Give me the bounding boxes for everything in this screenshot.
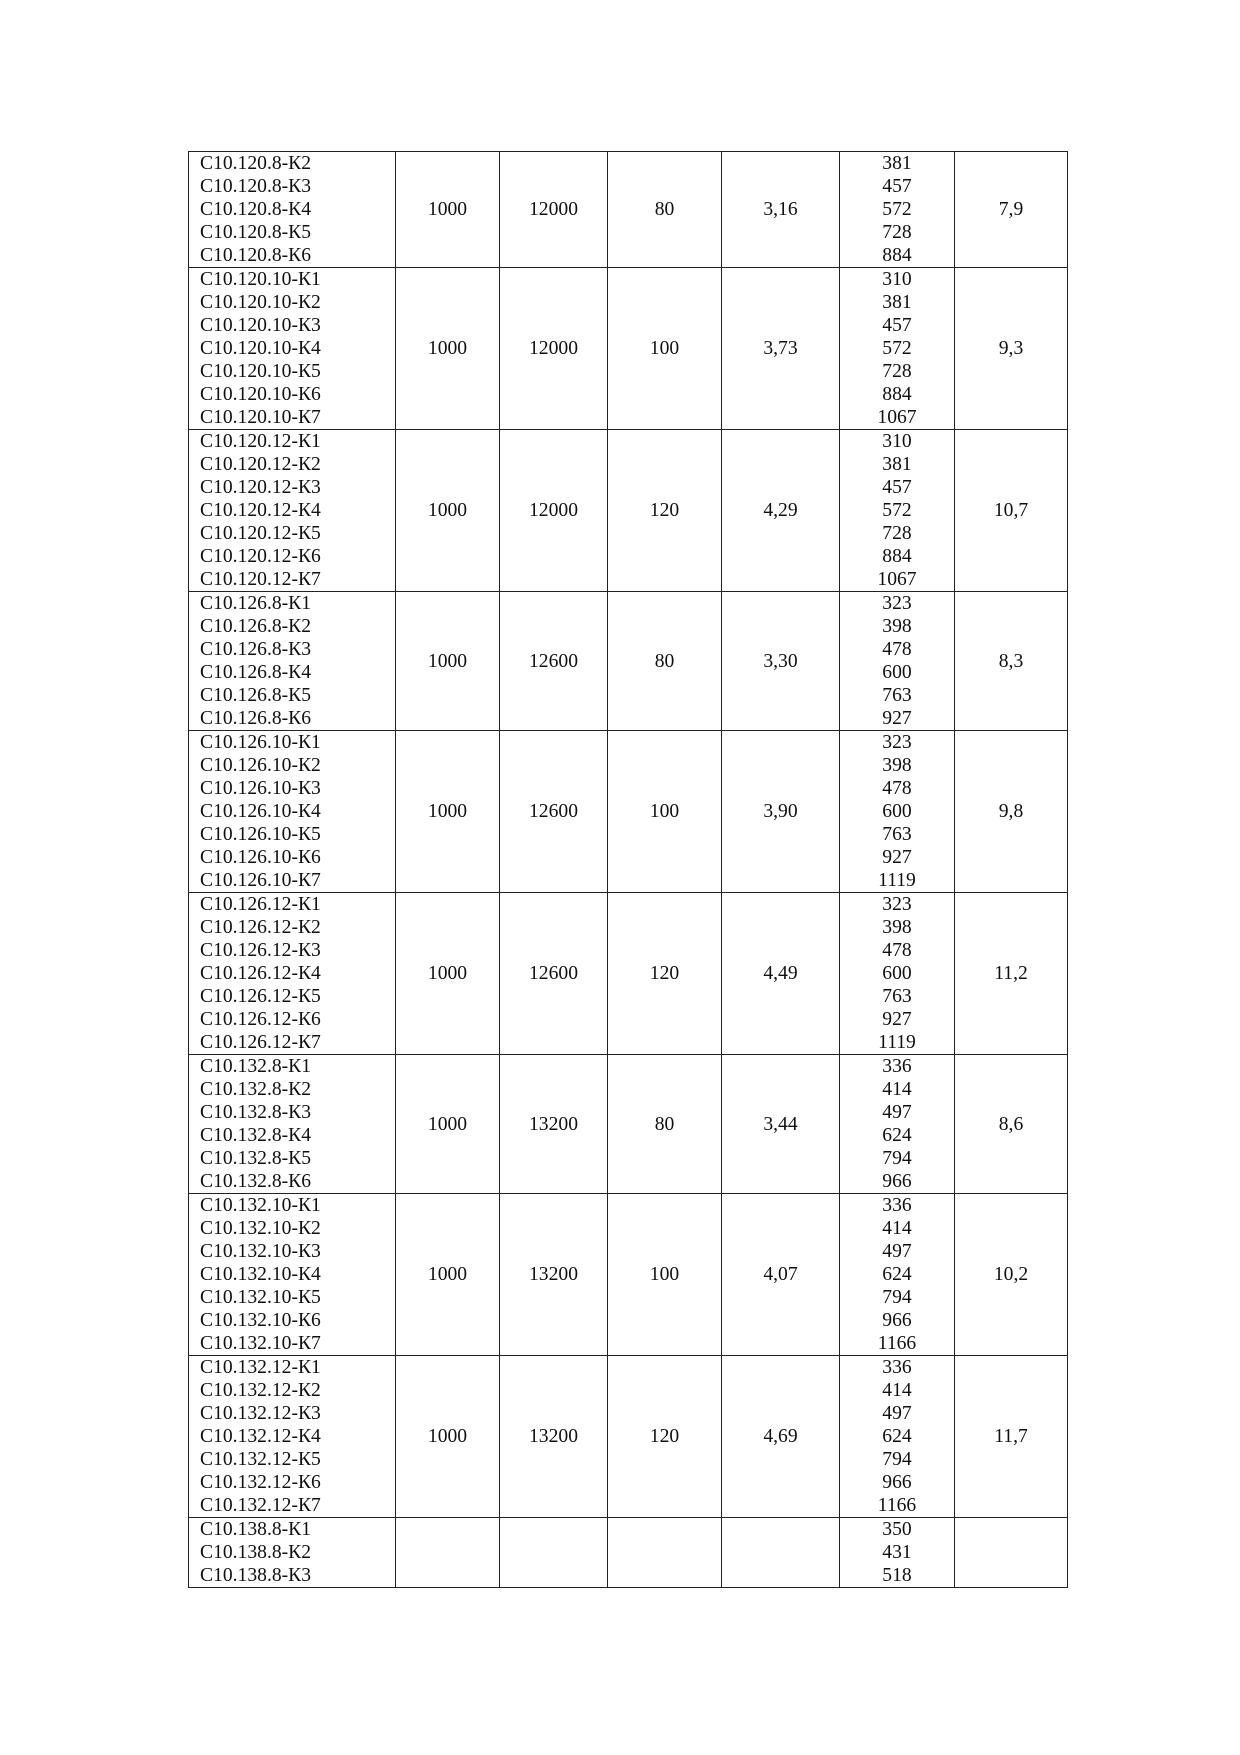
slab-mark: С10.126.12-К3 — [200, 940, 321, 961]
area-cell: 4,29 — [722, 430, 840, 592]
mark-cell — [189, 1518, 396, 1588]
thickness-cell: 80 — [608, 1055, 722, 1194]
load-value: 600 — [882, 963, 912, 984]
slab-mark: С10.120.12-К2 — [200, 454, 321, 475]
table-body — [189, 152, 1068, 1588]
load-value: 1166 — [877, 1333, 917, 1354]
load-value: 966 — [882, 1472, 912, 1493]
length-cell: 12000 — [500, 430, 608, 592]
slab-mark: С10.132.12-К6 — [200, 1472, 321, 1493]
load-value: 600 — [882, 662, 912, 683]
load-value: 431 — [882, 1542, 912, 1563]
slab-mark: С10.126.12-К5 — [200, 986, 321, 1007]
load-value: 966 — [882, 1171, 912, 1192]
table-row — [189, 430, 1068, 592]
slab-mark: С10.132.8-К3 — [200, 1102, 312, 1123]
width-cell — [396, 1518, 500, 1588]
thickness-cell: 120 — [608, 430, 722, 592]
thickness-cell — [608, 1518, 722, 1588]
load-value: 794 — [882, 1449, 912, 1470]
load-value: 323 — [882, 732, 912, 753]
table-row — [189, 1194, 1068, 1356]
mass-cell: 9,3 — [955, 268, 1068, 430]
load-cell — [840, 430, 955, 592]
slab-mark: С10.126.8-К2 — [200, 616, 312, 637]
load-value: 728 — [882, 523, 912, 544]
area-cell — [722, 1518, 840, 1588]
load-value: 478 — [882, 940, 912, 961]
area-cell: 4,49 — [722, 893, 840, 1055]
thickness-cell: 80 — [608, 152, 722, 268]
length-cell: 12600 — [500, 731, 608, 893]
thickness-cell: 120 — [608, 1356, 722, 1518]
mass-cell: 11,7 — [955, 1356, 1068, 1518]
slab-mark: С10.120.12-К5 — [200, 523, 321, 544]
slab-mark: С10.120.8-К4 — [200, 199, 312, 220]
slab-mark: С10.126.8-К4 — [200, 662, 312, 683]
load-value: 497 — [882, 1241, 912, 1262]
load-value: 398 — [882, 917, 912, 938]
length-cell — [500, 1518, 608, 1588]
length-cell: 12600 — [500, 592, 608, 731]
load-value: 350 — [882, 1519, 912, 1540]
area-cell: 4,69 — [722, 1356, 840, 1518]
load-value: 794 — [882, 1148, 912, 1169]
table-row — [189, 268, 1068, 430]
width-cell: 1000 — [396, 731, 500, 893]
load-value: 624 — [882, 1426, 912, 1447]
width-cell: 1000 — [396, 1055, 500, 1194]
load-value: 572 — [882, 338, 912, 359]
slab-mark: С10.120.10-К2 — [200, 292, 321, 313]
load-value: 927 — [882, 708, 912, 729]
slab-mark: С10.120.8-К6 — [200, 245, 312, 266]
slab-mark: С10.132.12-К3 — [200, 1403, 321, 1424]
slab-mark: С10.126.10-К1 — [200, 732, 321, 753]
load-value: 381 — [882, 454, 912, 475]
slab-mark: С10.126.12-К4 — [200, 963, 321, 984]
thickness-cell: 80 — [608, 592, 722, 731]
slab-mark: С10.132.10-К2 — [200, 1218, 321, 1239]
slab-spec-table — [188, 151, 1068, 1588]
slab-mark: С10.126.10-К6 — [200, 847, 321, 868]
load-value: 1166 — [877, 1495, 917, 1516]
load-cell — [840, 1194, 955, 1356]
slab-mark: С10.132.10-К5 — [200, 1287, 321, 1308]
width-cell: 1000 — [396, 592, 500, 731]
load-value: 381 — [882, 292, 912, 313]
load-value: 310 — [882, 269, 912, 290]
slab-mark: С10.132.12-К4 — [200, 1426, 321, 1447]
slab-mark: С10.132.10-К3 — [200, 1241, 321, 1262]
slab-mark: С10.126.8-К3 — [200, 639, 312, 660]
mass-cell: 10,7 — [955, 430, 1068, 592]
slab-mark: С10.132.10-К4 — [200, 1264, 321, 1285]
load-cell — [840, 731, 955, 893]
slab-mark: С10.126.10-К7 — [200, 870, 321, 891]
load-cell — [840, 893, 955, 1055]
load-value: 414 — [882, 1079, 912, 1100]
thickness-cell: 100 — [608, 731, 722, 893]
slab-mark: С10.132.10-К7 — [200, 1333, 321, 1354]
mark-cell — [189, 430, 396, 592]
mass-cell: 8,3 — [955, 592, 1068, 731]
slab-mark: С10.132.12-К5 — [200, 1449, 321, 1470]
length-cell: 12000 — [500, 268, 608, 430]
load-value: 497 — [882, 1403, 912, 1424]
slab-mark: С10.132.10-К6 — [200, 1310, 321, 1331]
slab-mark: С10.126.12-К1 — [200, 894, 321, 915]
mark-cell — [189, 1194, 396, 1356]
slab-mark: С10.138.8-К2 — [200, 1542, 312, 1563]
load-value: 1067 — [877, 569, 917, 590]
slab-mark: С10.120.12-К3 — [200, 477, 321, 498]
load-value: 572 — [882, 199, 912, 220]
load-value: 457 — [882, 176, 912, 197]
table-row — [189, 1518, 1068, 1588]
area-cell: 3,30 — [722, 592, 840, 731]
slab-mark: С10.132.8-К6 — [200, 1171, 312, 1192]
length-cell: 12600 — [500, 893, 608, 1055]
slab-mark: С10.126.12-К6 — [200, 1009, 321, 1030]
slab-mark: С10.132.8-К4 — [200, 1125, 312, 1146]
slab-mark: С10.126.12-К2 — [200, 917, 321, 938]
slab-mark: С10.120.8-К5 — [200, 222, 312, 243]
load-value: 497 — [882, 1102, 912, 1123]
slab-mark: С10.120.10-К7 — [200, 407, 321, 428]
slab-mark: С10.120.10-К1 — [200, 269, 321, 290]
load-cell — [840, 268, 955, 430]
load-value: 884 — [882, 245, 912, 266]
mass-cell: 10,2 — [955, 1194, 1068, 1356]
load-cell — [840, 1518, 955, 1588]
table-row — [189, 893, 1068, 1055]
load-value: 457 — [882, 477, 912, 498]
load-value: 398 — [882, 616, 912, 637]
load-value: 763 — [882, 986, 912, 1007]
load-value: 966 — [882, 1310, 912, 1331]
slab-mark: С10.126.10-К3 — [200, 778, 321, 799]
table-row — [189, 592, 1068, 731]
area-cell: 3,90 — [722, 731, 840, 893]
slab-mark: С10.120.10-К5 — [200, 361, 321, 382]
width-cell: 1000 — [396, 268, 500, 430]
width-cell: 1000 — [396, 893, 500, 1055]
load-value: 414 — [882, 1218, 912, 1239]
width-cell: 1000 — [396, 152, 500, 268]
load-value: 728 — [882, 222, 912, 243]
load-cell — [840, 1356, 955, 1518]
area-cell: 3,73 — [722, 268, 840, 430]
load-value: 478 — [882, 639, 912, 660]
slab-mark: С10.126.8-К1 — [200, 593, 312, 614]
load-cell — [840, 152, 955, 268]
mass-cell: 8,6 — [955, 1055, 1068, 1194]
mark-cell — [189, 268, 396, 430]
slab-mark: С10.126.10-К2 — [200, 755, 321, 776]
slab-mark: С10.126.12-К7 — [200, 1032, 321, 1053]
area-cell: 3,44 — [722, 1055, 840, 1194]
load-value: 624 — [882, 1264, 912, 1285]
slab-mark: С10.132.8-К2 — [200, 1079, 312, 1100]
mark-cell — [189, 1356, 396, 1518]
slab-mark: С10.132.8-К1 — [200, 1056, 312, 1077]
thickness-cell: 100 — [608, 268, 722, 430]
slab-mark: С10.138.8-К1 — [200, 1519, 312, 1540]
mark-cell — [189, 893, 396, 1055]
load-value: 478 — [882, 778, 912, 799]
slab-mark: С10.126.8-К5 — [200, 685, 312, 706]
load-value: 1119 — [878, 1032, 916, 1053]
length-cell: 13200 — [500, 1356, 608, 1518]
slab-mark: С10.120.8-К2 — [200, 153, 312, 174]
load-value: 310 — [882, 431, 912, 452]
slab-mark: С10.120.10-К4 — [200, 338, 321, 359]
slab-mark: С10.120.12-К7 — [200, 569, 321, 590]
table-row — [189, 731, 1068, 893]
load-value: 763 — [882, 824, 912, 845]
table-row — [189, 1356, 1068, 1518]
slab-mark: С10.138.8-К3 — [200, 1565, 312, 1586]
load-value: 1119 — [878, 870, 916, 891]
width-cell: 1000 — [396, 430, 500, 592]
slab-mark: С10.126.10-К4 — [200, 801, 321, 822]
slab-mark: С10.132.8-К5 — [200, 1148, 312, 1169]
slab-mark: С10.120.12-К6 — [200, 546, 321, 567]
area-cell: 4,07 — [722, 1194, 840, 1356]
load-value: 323 — [882, 894, 912, 915]
load-value: 794 — [882, 1287, 912, 1308]
mark-cell — [189, 152, 396, 268]
load-value: 600 — [882, 801, 912, 822]
slab-mark: С10.126.10-К5 — [200, 824, 321, 845]
mass-cell: 7,9 — [955, 152, 1068, 268]
length-cell: 13200 — [500, 1194, 608, 1356]
load-value: 728 — [882, 361, 912, 382]
slab-mark: С10.132.12-К1 — [200, 1357, 321, 1378]
load-cell — [840, 592, 955, 731]
width-cell: 1000 — [396, 1356, 500, 1518]
load-value: 518 — [882, 1565, 912, 1586]
load-cell — [840, 1055, 955, 1194]
slab-mark: С10.120.8-К3 — [200, 176, 312, 197]
mark-cell — [189, 1055, 396, 1194]
load-value: 336 — [882, 1056, 912, 1077]
load-value: 927 — [882, 847, 912, 868]
table-row — [189, 1055, 1068, 1194]
area-cell: 3,16 — [722, 152, 840, 268]
load-value: 884 — [882, 384, 912, 405]
load-value: 398 — [882, 755, 912, 776]
load-value: 572 — [882, 500, 912, 521]
load-value: 1067 — [877, 407, 917, 428]
length-cell: 12000 — [500, 152, 608, 268]
load-value: 336 — [882, 1195, 912, 1216]
slab-mark: С10.120.12-К1 — [200, 431, 321, 452]
thickness-cell: 120 — [608, 893, 722, 1055]
slab-mark: С10.132.12-К7 — [200, 1495, 321, 1516]
thickness-cell: 100 — [608, 1194, 722, 1356]
load-value: 323 — [882, 593, 912, 614]
load-value: 884 — [882, 546, 912, 567]
load-value: 381 — [882, 153, 912, 174]
load-value: 457 — [882, 315, 912, 336]
slab-mark: С10.120.10-К3 — [200, 315, 321, 336]
load-value: 336 — [882, 1357, 912, 1378]
mass-cell: 11,2 — [955, 893, 1068, 1055]
slab-mark: С10.132.10-К1 — [200, 1195, 321, 1216]
width-cell: 1000 — [396, 1194, 500, 1356]
load-value: 927 — [882, 1009, 912, 1030]
length-cell: 13200 — [500, 1055, 608, 1194]
mass-cell: 9,8 — [955, 731, 1068, 893]
slab-mark: С10.132.12-К2 — [200, 1380, 321, 1401]
slab-mark: С10.120.10-К6 — [200, 384, 321, 405]
mark-cell — [189, 592, 396, 731]
slab-mark: С10.126.8-К6 — [200, 708, 312, 729]
load-value: 624 — [882, 1125, 912, 1146]
mass-cell — [955, 1518, 1068, 1588]
slab-mark: С10.120.12-К4 — [200, 500, 321, 521]
mark-cell — [189, 731, 396, 893]
table-row — [189, 152, 1068, 268]
load-value: 763 — [882, 685, 912, 706]
load-value: 414 — [882, 1380, 912, 1401]
